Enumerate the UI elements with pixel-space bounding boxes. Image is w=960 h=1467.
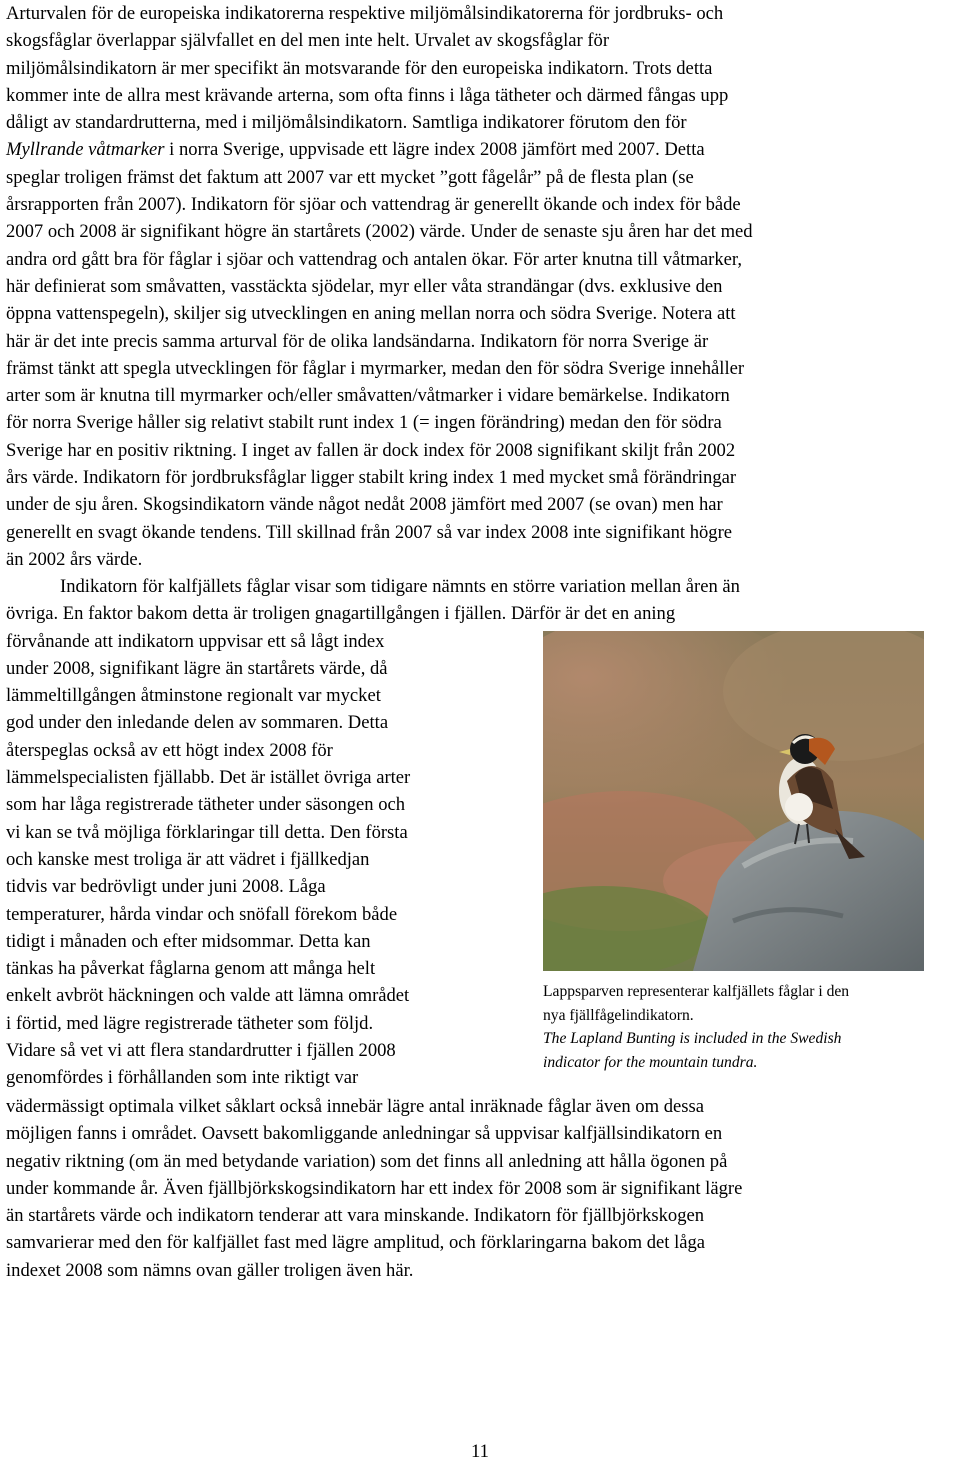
- text-line: Sverige har en positiv riktning. I inget av fallen är dock index för 2008 signifikant skiljt från 2002: [6, 439, 736, 461]
- text-line: generellt en svagt ökande tendens. Till skillnad från 2007 så var index 2008 inte signifikant högre: [6, 521, 733, 543]
- text-line: än 2002 års värde.: [6, 548, 143, 570]
- text-line: här är det inte precis samma arturval för de olika landsändarna. Indikatorn för norra Sverige är: [6, 330, 709, 352]
- text-line: vädermässigt optimala vilket såklart också innebär lägre antal inräknade fåglar även om dessa: [6, 1096, 705, 1117]
- text-line: tidigt i månaden och efter midsommar. Detta kan: [6, 930, 371, 952]
- text-line: vi kan se två möjliga förklaringar till detta. Den första: [6, 821, 408, 843]
- text-line: lämmelspecialisten fjällabb. Det är istället övriga arter: [6, 767, 411, 789]
- lapland-bunting-photo: [543, 631, 924, 971]
- text-line: års värde. Indikatorn för jordbruksfåglar ligger stabilt kring index 1 med mycket små förändringar: [6, 467, 737, 489]
- text-line: negativ riktning (om än med betydande variation) som det finns all anledning att hålla ögonen på: [6, 1150, 728, 1172]
- text-line: främst tänkt att spegla utvecklingen för fåglar i myrmarker, medan den för södra Sverige innehåller: [6, 357, 745, 379]
- text-line: öppna vattenspegeln), skiljer sig utvecklingen en aning mellan norra och södra Sverige. Notera att: [6, 303, 736, 325]
- text-line: skogsfåglar överlappar självfallet en del men inte helt. Urvalet av skogsfåglar för: [6, 30, 610, 52]
- caption-swedish-line: nya fjällfågelindikatorn.: [543, 1006, 694, 1024]
- text-line: samvarierar med den för kalfjället fast med lägre amplitud, och förklaringarna bakom det låga: [6, 1232, 706, 1254]
- text-line: tidvis var bedrövligt under juni 2008. Låga: [6, 876, 326, 898]
- text-line: enkelt avbröt häckningen och valde att lämna området: [6, 985, 410, 1007]
- text-line: under kommande år. Även fjällbjörkskogsindikatorn har ett index för 2008 som är signifikant lägre: [6, 1177, 743, 1199]
- text-line: arter som är knutna till myrmarker och/eller småvatten/våtmarker i vidare bemärkelse. Indikatorn: [6, 385, 730, 407]
- page-number: 11: [471, 1441, 489, 1462]
- text-line: under de sju åren. Skogsindikatorn vände något nedåt 2008 jämfört med 2007 (se ovan) men har: [6, 494, 723, 516]
- text-line: årsrapporten från 2007). Indikatorn för sjöar och vattendrag är generellt ökande och index för både: [6, 194, 741, 216]
- text-line: speglar troligen främst det faktum att 2007 var ett mycket ”gott fågelår” på de flesta plan (se: [6, 166, 694, 188]
- text-line: dåligt av standardrutterna, med i miljömålsindikatorn. Samtliga indikatorer förutom den för: [6, 112, 687, 134]
- text-line: här definierat som småvatten, vasstäckta sjödelar, myr eller våta strandängar (dvs. exklusive den: [6, 275, 723, 297]
- caption-english-line: indicator for the mountain tundra.: [543, 1053, 758, 1071]
- caption-swedish-line: Lappsparven representerar kalfjällets fåglar i den: [543, 983, 850, 1000]
- text-line: möjligen fanns i området. Oavsett bakomliggande anledningar så uppvisar kalfjällsindikatorn en: [6, 1123, 723, 1145]
- text-line: än startårets värde och indikatorn tenderar att vara minskande. Indikatorn för fjällbjörkskogen: [6, 1205, 705, 1227]
- text-line: tänkas ha påverkat fåglarna genom att många helt: [6, 958, 376, 980]
- text-line: [6, 136, 753, 163]
- text-line: för norra Sverige håller sig relativt stabilt runt index 1 (= ingen förändring) medan den för södra: [6, 412, 722, 434]
- habitat-name: Myllrande våtmarker: [6, 139, 165, 161]
- text-line: Indikatorn för kalfjällets fåglar visar som tidigare nämnts en större variation mellan åren än: [60, 576, 740, 597]
- figure-caption: [543, 980, 849, 1074]
- text-line: miljömålsindikatorn är mer specifikt än motsvarande för den europeiska indikatorn. Trots detta: [6, 57, 713, 79]
- text-line: förvånande att indikatorn uppvisar ett så lågt index: [6, 630, 385, 652]
- text-line: under 2008, signifikant lägre än startårets värde, då: [6, 657, 388, 679]
- text-line: övriga. En faktor bakom detta är troligen gnagartillgången i fjällen. Därför är det en aning: [6, 603, 676, 625]
- text-line: genomfördes i förhållanden som inte riktigt var: [6, 1067, 359, 1089]
- text-line: Vidare så vet vi att flera standardrutter i fjällen 2008: [6, 1040, 396, 1062]
- text-line-rest: i norra Sverige, uppvisade ett lägre index 2008 jämfört med 2007. Detta: [164, 139, 705, 161]
- text-line: indexet 2008 som nämns ovan gäller troligen även här.: [6, 1259, 414, 1281]
- text-line: återspeglas också av ett högt index 2008 för: [6, 739, 333, 761]
- text-line: god under den inledande delen av sommaren. Detta: [6, 712, 389, 734]
- text-line: temperaturer, hårda vindar och snöfall förekom både: [6, 903, 398, 925]
- paragraph-1: [6, 0, 753, 573]
- text-line: och kanske mest troliga är att vädret i fjällkedjan: [6, 848, 370, 870]
- text-line: i förtid, med lägre registrerade tätheter som följd.: [6, 1012, 374, 1034]
- text-line: kommer inte de allra mest krävande arterna, som ofta finns i låga tätheter och därmed fångas upp: [6, 84, 729, 106]
- text-line: 2007 och 2008 är signifikant högre än startårets (2002) värde. Under de senaste sju åren har det med: [6, 221, 753, 243]
- caption-english-line: The Lapland Bunting is included in the Swedish: [543, 1030, 842, 1047]
- text-line: som har låga registrerade tätheter under säsongen och: [6, 794, 406, 816]
- paragraph-2-continued: [6, 1093, 742, 1284]
- text-line: andra ord gått bra för fåglar i sjöar och vattendrag och antalen ökar. För arter knutna till våtmarker,: [6, 248, 742, 270]
- text-line: Arturvalen för de europeiska indikatorerna respektive miljömålsindikatorerna för jordbruks- och: [6, 3, 724, 24]
- text-line: lämmeltillgången åtminstone regionalt var mycket: [6, 685, 381, 707]
